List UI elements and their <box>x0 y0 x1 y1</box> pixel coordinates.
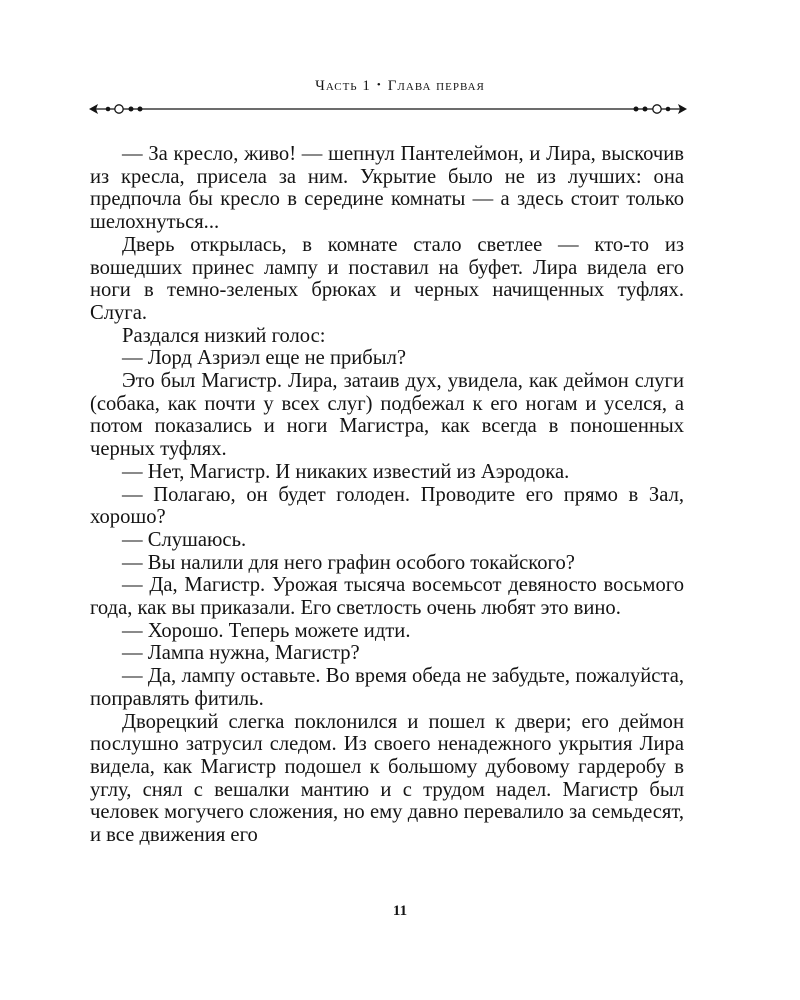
paragraph: — Лорд Азриэл еще не прибыл? <box>122 347 407 370</box>
paragraph: — Лампа нужна, Магистр? <box>122 642 360 665</box>
part-title: Часть 1 <box>315 78 371 94</box>
paragraph: — Да, лампу оставьте. Во время обеда не забудьте, пожалуйста, поправлять фитиль. <box>90 665 684 710</box>
chapter-title: Глава первая <box>387 78 485 94</box>
body-text <box>90 143 684 847</box>
paragraph: — Полагаю, он будет голоден. Проводите его прямо в Зал, хорошо? <box>90 483 684 529</box>
paragraph: Дверь открылась, в комнате стало светлее — кто-то из вошедших принес лампу и поставил на буфет. Лира видела его ноги в темно-зеленых брюках и черных начищенных туфлях. Слуга. <box>90 233 684 324</box>
paragraph: — Да, Магистр. Урожая тысяча восемьсот девяносто восьмого года, как вы приказали. Его светлость очень любят это вино. <box>90 574 684 620</box>
running-head <box>0 78 800 95</box>
header-ornament <box>88 98 688 120</box>
paragraph: Раздался низкий голос: <box>122 324 326 347</box>
page-number: 11 <box>392 903 408 919</box>
paragraph: — Нет, Магистр. И никаких известий из Аэродока. <box>122 460 570 483</box>
paragraph: — Вы налили для него графин особого токайского? <box>122 551 575 574</box>
paragraph: — Хорошо. Теперь можете идти. <box>122 619 411 642</box>
paragraph: Дворецкий слегка поклонился и пошел к двери; его деймон послушно затрусил следом. Из своего ненадежного укрытия Лира видела, как Магистр подошел к большому дубовому гардеробу в углу, снял с вешалки мантию и с трудом надел. Магистр был человек могучего сложения, но ему давно перевалило за семьдесят, и все движения его <box>90 710 684 847</box>
paragraph: Это был Магистр. Лира, затаив дух, увидела, как деймон слуги (собака, как почти у всех слуг) подбежал к его ногам и уселся, а потом показались и ноги Магистра, как всегда в поношенных черных туфлях. <box>90 370 684 461</box>
paragraph: — Слушаюсь. <box>122 528 247 551</box>
header-separator: • <box>376 79 382 91</box>
paragraph: — За кресло, живо! — шепнул Пантелеймон, и Лира, выскочив из кресла, присела за ним. Укрытие было не из лучших: она предпочла бы кресло в середине комнаты — а здесь стоит только шелохнуться... <box>90 143 684 234</box>
